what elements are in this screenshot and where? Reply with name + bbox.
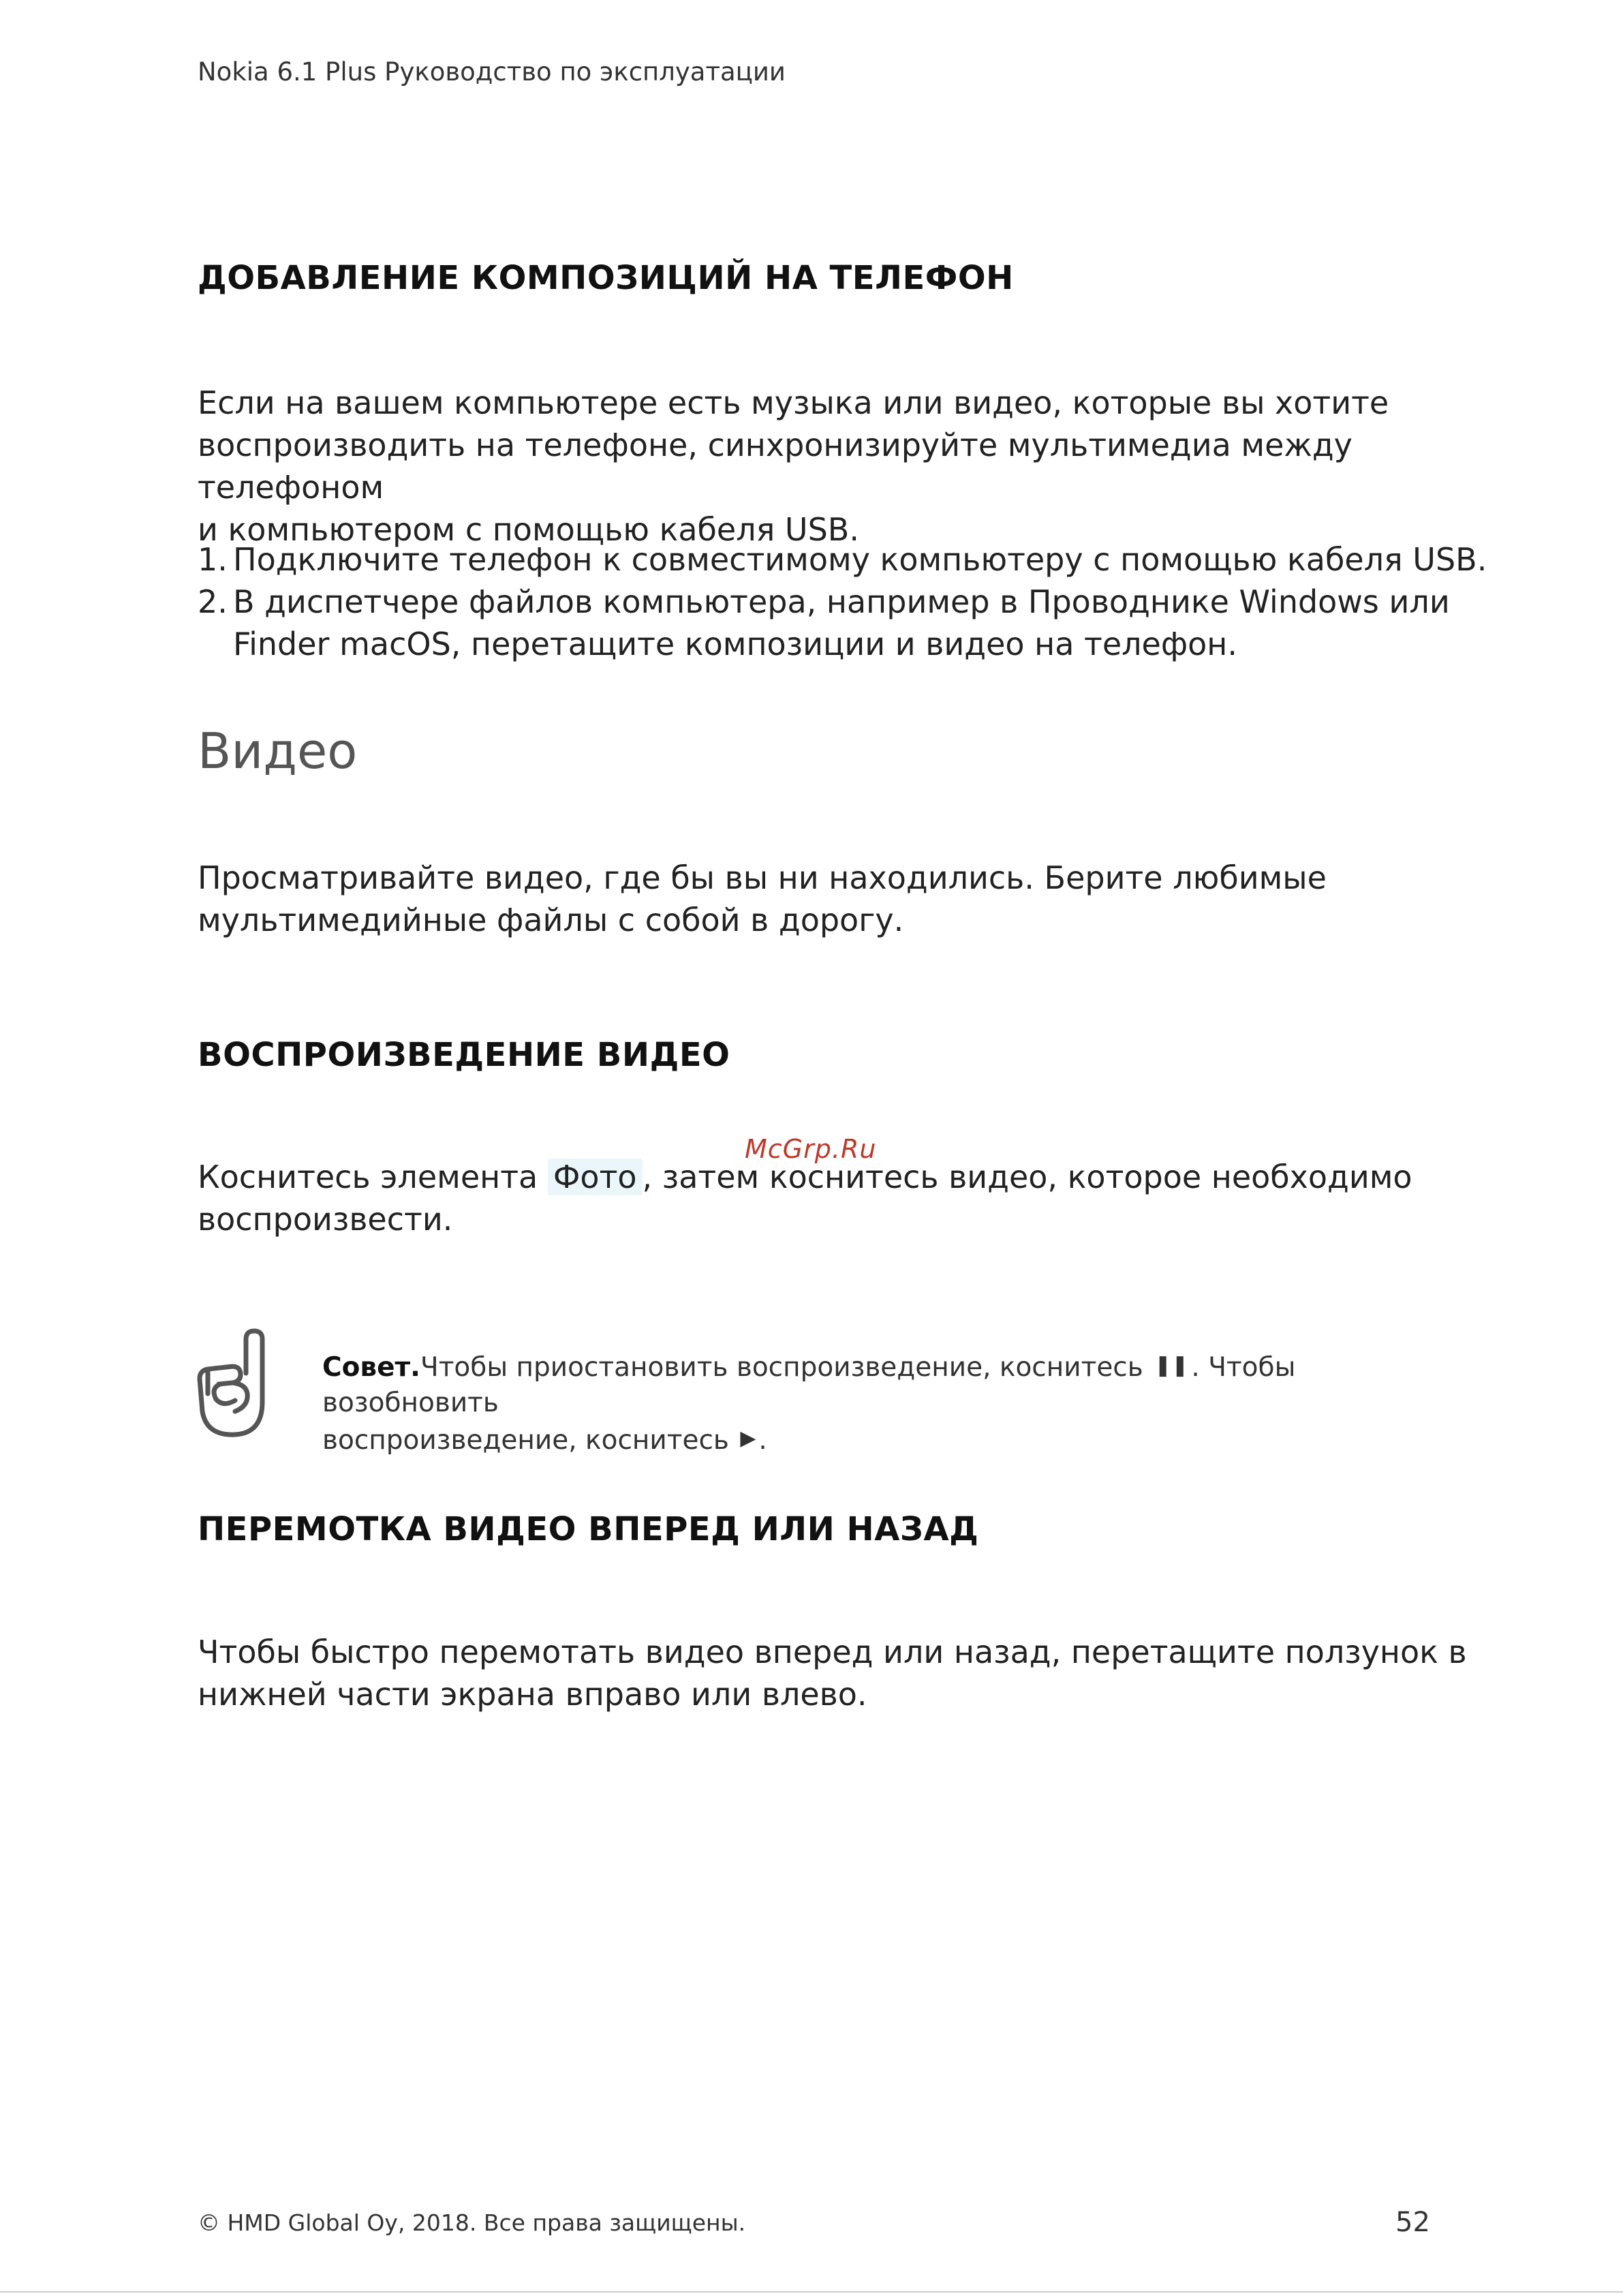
step-2	[198, 581, 1492, 665]
add-music-intro-line2: воспроизводить на телефоне, синхронизируйте мультимедиа между телефоном	[198, 427, 1352, 506]
step-text: Подключите телефон к совместимому компьютеру с помощью кабеля USB.	[233, 541, 1487, 578]
seek-line1: Чтобы быстро перемотать видео вперед или назад, перетащите ползунок в	[198, 1634, 1467, 1670]
heading-seek-video: ПЕРЕМОТКА ВИДЕО ВПЕРЕД ИЛИ НАЗАД	[198, 1510, 979, 1548]
section-title-video: Видео	[198, 722, 358, 780]
page-bottom-divider	[0, 2291, 1623, 2293]
play-video-line1	[198, 1156, 1492, 1198]
photos-app-label: Фото	[548, 1159, 643, 1195]
play-video-text	[198, 1156, 1492, 1240]
add-music-intro-line3: и компьютером с помощью кабеля USB.	[198, 511, 859, 548]
header-title: Nokia 6.1 Plus Руководство по эксплуатации	[198, 57, 786, 87]
add-music-steps	[198, 538, 1492, 665]
video-intro-line2: мультимедийные файлы с собой в дорогу.	[198, 902, 904, 938]
seek-video-text	[198, 1631, 1492, 1715]
video-intro	[198, 857, 1492, 941]
pointing-hand-icon	[193, 1326, 275, 1441]
add-music-intro	[198, 382, 1492, 551]
step-text-cont: Finder macOS, перетащите композиции и видео на телефон.	[233, 626, 1237, 662]
play-video-line2: воспроизвести.	[198, 1201, 453, 1238]
tip-label: Совет.	[322, 1352, 420, 1383]
step-1	[198, 538, 1492, 581]
step-number: 2.	[198, 583, 228, 620]
footer-copyright: © HMD Global Oy, 2018. Все права защищены.	[198, 2209, 746, 2236]
tip-text-part: . Чтобы возобновить	[322, 1352, 1296, 1418]
tip-text-part: Чтобы приостановить воспроизведение, коснитесь	[420, 1352, 1152, 1383]
play-icon: ▶	[740, 1426, 756, 1450]
tip-line1	[322, 1348, 1385, 1421]
step-text: В диспетчере файлов компьютера, например в Проводнике Windows или	[233, 583, 1450, 620]
add-music-intro-line1: Если на вашем компьютере есть музыка или видео, которые вы хотите	[198, 384, 1389, 421]
watermark: McGrp.Ru	[745, 1134, 877, 1164]
pause-icon: ❚❚	[1154, 1353, 1189, 1377]
tip-text-part: .	[758, 1425, 767, 1456]
step-number: 1.	[198, 541, 228, 578]
tip-text-part: воспроизведение, коснитесь	[322, 1425, 738, 1456]
tip-line2	[322, 1421, 1385, 1458]
video-intro-line1: Просматривайте видео, где бы вы ни находились. Берите любимые	[198, 859, 1327, 896]
play-text-before: Коснитесь элемента	[198, 1159, 548, 1195]
seek-line2: нижней части экрана вправо или влево.	[198, 1676, 867, 1713]
tip-text	[322, 1348, 1385, 1458]
heading-play-video: ВОСПРОИЗВЕДЕНИЕ ВИДЕО	[198, 1036, 730, 1074]
play-text-after: , затем коснитесь видео, которое необходимо	[642, 1159, 1412, 1195]
page-number: 52	[1395, 2207, 1430, 2238]
heading-add-music: ДОБАВЛЕНИЕ КОМПОЗИЦИЙ НА ТЕЛЕФОН	[198, 259, 1014, 297]
